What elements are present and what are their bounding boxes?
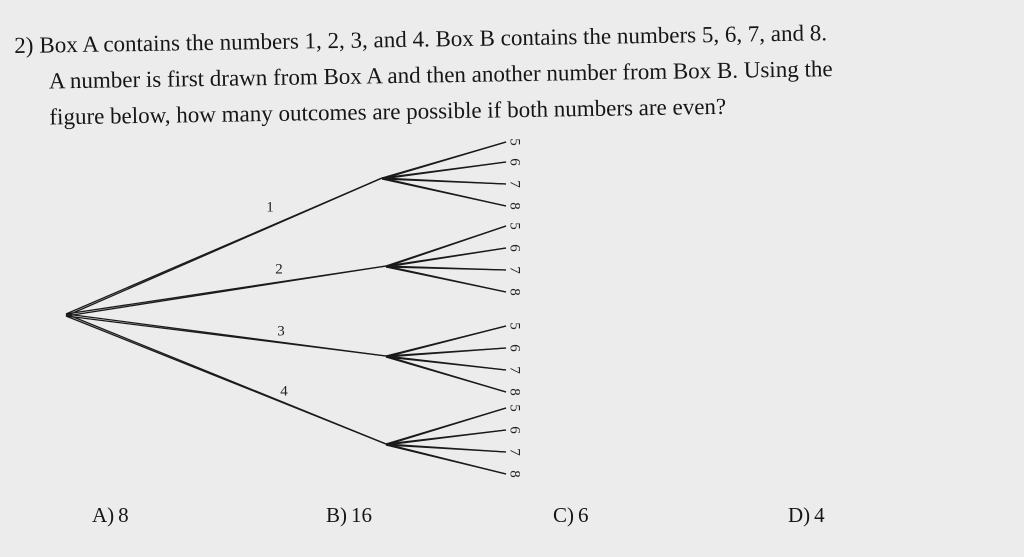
second-branch-label: 5 bbox=[506, 138, 523, 146]
answer-value: 16 bbox=[351, 503, 372, 527]
question-line-2: A number is first drawn from Box A and then another number from Box B. Using the bbox=[48, 56, 833, 94]
second-branch-label: 7 bbox=[506, 366, 523, 374]
second-branch-label: 6 bbox=[506, 244, 523, 252]
answer-value: 4 bbox=[814, 503, 825, 527]
first-branch-line-shadow bbox=[66, 266, 386, 316]
second-branch-label: 7 bbox=[506, 180, 523, 188]
second-branch-line-shadow bbox=[386, 357, 506, 392]
second-branch-label: 6 bbox=[506, 426, 523, 434]
second-branch-line-shadow bbox=[386, 248, 506, 267]
question-line-3: figure below, how many outcomes are possible if both numbers are even? bbox=[49, 93, 727, 130]
second-branch-label: 8 bbox=[506, 202, 523, 210]
answer-choice-c[interactable] bbox=[553, 503, 589, 528]
tree-labels bbox=[266, 138, 522, 478]
second-branch-line-shadow bbox=[386, 357, 506, 370]
second-branch-line-shadow bbox=[382, 162, 506, 179]
first-branch-line-shadow bbox=[66, 316, 386, 356]
second-branch-label: 7 bbox=[506, 266, 523, 274]
second-branch-label: 6 bbox=[506, 158, 523, 166]
second-branch-line-shadow bbox=[386, 430, 506, 445]
first-branch-label: 2 bbox=[275, 261, 283, 278]
first-branch-label: 3 bbox=[277, 323, 285, 340]
second-branch-label: 8 bbox=[506, 388, 523, 396]
question-line-1-text: Box A contains the numbers 1, 2, 3, and 4. Box B contains the numbers 5, 6, 7, and 8. bbox=[39, 20, 828, 58]
second-branch-label: 5 bbox=[506, 322, 523, 330]
second-branch-label: 6 bbox=[506, 344, 523, 352]
second-branch-label: 8 bbox=[506, 470, 523, 478]
second-branch-line-shadow bbox=[386, 267, 506, 292]
answer-choice-a[interactable] bbox=[92, 503, 129, 528]
second-branch-label: 5 bbox=[506, 222, 523, 230]
tree-branches bbox=[66, 142, 506, 474]
second-branch-line-shadow bbox=[386, 226, 506, 267]
second-branch-line-shadow bbox=[386, 408, 506, 445]
first-branch-label: 4 bbox=[280, 383, 288, 400]
answer-choices bbox=[0, 503, 1024, 539]
second-branch-label: 5 bbox=[506, 404, 523, 412]
question-number: 2) bbox=[14, 32, 34, 58]
first-branch-label: 1 bbox=[266, 199, 274, 216]
answer-letter: A) bbox=[92, 503, 115, 527]
second-branch-label: 7 bbox=[506, 448, 523, 456]
first-branch-line-shadow bbox=[66, 178, 382, 316]
second-branch-line-shadow bbox=[386, 445, 506, 474]
answer-value: 6 bbox=[578, 503, 589, 527]
answer-letter: B) bbox=[326, 503, 347, 527]
answer-value: 8 bbox=[118, 503, 129, 527]
answer-letter: D) bbox=[788, 503, 811, 527]
second-branch-label: 8 bbox=[506, 288, 523, 296]
second-branch-line-shadow bbox=[382, 142, 506, 179]
answer-letter: C) bbox=[553, 503, 574, 527]
answer-choice-d[interactable] bbox=[788, 503, 825, 528]
answer-choice-b[interactable] bbox=[326, 503, 372, 528]
